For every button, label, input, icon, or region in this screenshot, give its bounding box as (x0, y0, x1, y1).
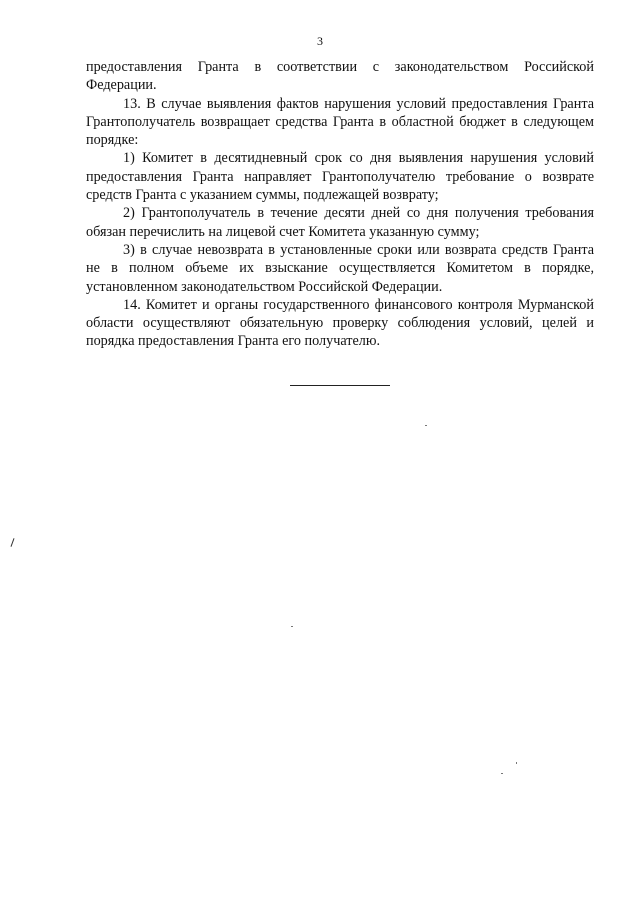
scan-mark (516, 762, 517, 764)
paragraph-13: 13. В случае выявления фактов нарушения условий предоставления Гранта Грантополучатель возвращает средства Гранта в областной бюджет в следующем порядке: (86, 95, 594, 149)
paragraph-13-item-2: 2) Грантополучатель в течение десяти дней со дня получения требования обязан перечислить на лицевой счет Комитета указанную сумму; (86, 205, 594, 240)
scan-mark (10, 538, 14, 547)
page-number: 3 (317, 34, 323, 48)
paragraph-13-item-3: 3) в случае невозврата в установленные сроки или возврата средств Гранта не в полном объеме их взыскание осуществляется Комитетом в порядке, установленном законодательством Российской Федерации. (86, 241, 594, 295)
paragraph-14: 14. Комитет и органы государственного финансового контроля Мурманской области осуществляют обязательную проверку соблюдения условий, целей и порядка предоставления Гранта его получателю. (86, 296, 594, 350)
end-of-text-rule (290, 385, 390, 386)
document-body (86, 58, 594, 351)
paragraph-13-item-1: 1) Комитет в десятидневный срок со дня выявления нарушения условий предоставления Гранта направляет Грантополучателю требование о возврате средств Гранта с указанием суммы, подлежащей возврату; (86, 150, 594, 204)
scan-mark (425, 425, 427, 426)
scan-mark (291, 626, 293, 627)
scan-mark (501, 773, 503, 774)
paragraph-continuation: предоставления Гранта в соответствии с законодательством Российской Федерации. (86, 59, 594, 94)
